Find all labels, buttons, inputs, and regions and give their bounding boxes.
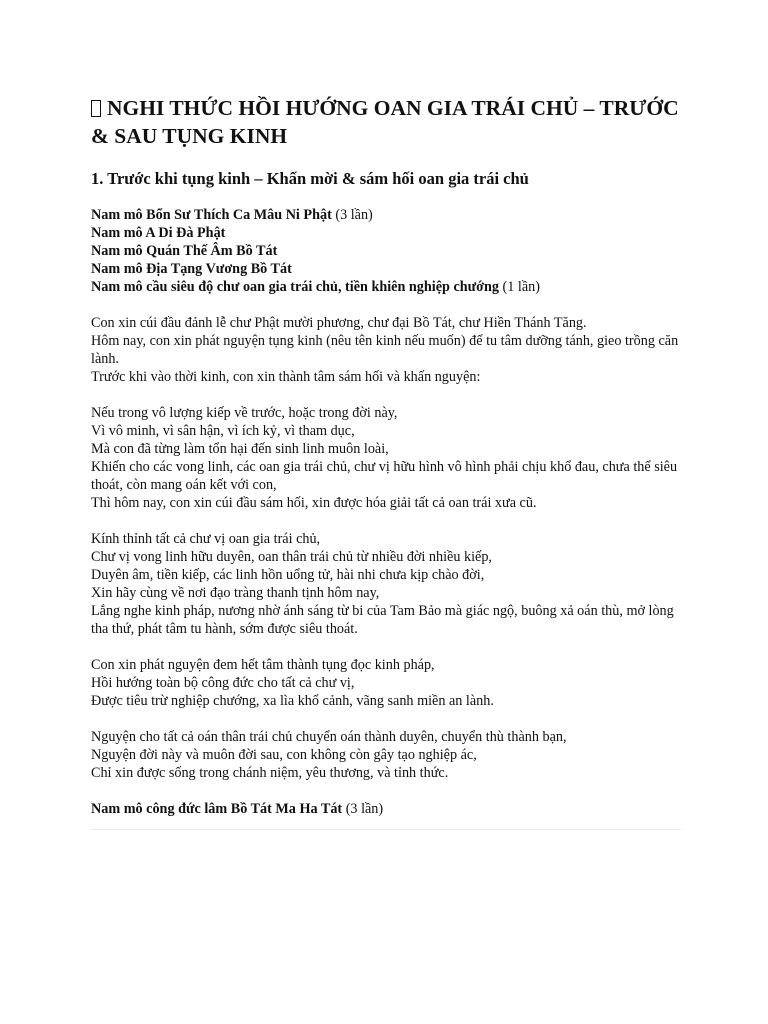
text-line: Nguyện đời này và muôn đời sau, con không còn gây tạo nghiệp ác, bbox=[91, 747, 477, 763]
invocation-line: Nam mô Bổn Sư Thích Ca Mâu Ni Phật (3 lần) bbox=[91, 207, 373, 223]
text-line: Lắng nghe kinh pháp, nương nhờ ánh sáng từ bi của Tam Bảo mà giác ngộ, buông xả oán thù, mở lòng tha thứ, phát tâm tu hành, sớm được siêu thoát. bbox=[91, 603, 674, 637]
text-line: Xin hãy cùng về nơi đạo tràng thanh tịnh hôm nay, bbox=[91, 585, 380, 601]
paragraph-opening bbox=[91, 314, 681, 386]
text-line: Con xin phát nguyện đem hết tâm thành tụng đọc kinh pháp, bbox=[91, 657, 435, 673]
invocation-line: Nam mô A Di Đà Phật bbox=[91, 225, 226, 241]
section-divider bbox=[91, 829, 681, 830]
text-line: Được tiêu trừ nghiệp chướng, xa lìa khổ cảnh, vãng sanh miền an lành. bbox=[91, 693, 494, 709]
invocation-line: Nam mô cầu siêu độ chư oan gia trái chủ, tiền khiên nghiệp chướng (1 lần) bbox=[91, 279, 540, 295]
text-line: Duyên âm, tiền kiếp, các linh hồn uổng tử, hài nhi chưa kịp chào đời, bbox=[91, 567, 485, 583]
invocation-list bbox=[91, 206, 681, 296]
text-line: Nếu trong vô lượng kiếp về trước, hoặc trong đời này, bbox=[91, 405, 398, 421]
text-line: Nguyện cho tất cả oán thân trái chủ chuyển oán thành duyên, chuyển thù thành bạn, bbox=[91, 729, 567, 745]
text-line: Mà con đã từng làm tổn hại đến sinh linh muôn loài, bbox=[91, 441, 389, 457]
text-line: Chỉ xin được sống trong chánh niệm, yêu thương, và tỉnh thức. bbox=[91, 765, 449, 781]
text-line: Khiến cho các vong linh, các oan gia trái chủ, chư vị hữu hình vô hình phải chịu khổ đau, chưa thể siêu thoát, còn mang oán kết với con, bbox=[91, 459, 678, 493]
text-line: Vì vô minh, vì sân hận, vì ích kỷ, vì tham dục, bbox=[91, 423, 355, 439]
paragraph-invitation bbox=[91, 530, 681, 638]
paragraph-aspiration bbox=[91, 728, 681, 782]
paragraph-dedication bbox=[91, 656, 681, 710]
invocation-line: Nam mô công đức lâm Bồ Tát Ma Ha Tát (3 lần) bbox=[91, 801, 384, 817]
text-line: Hồi hướng toàn bộ công đức cho tất cả chư vị, bbox=[91, 675, 355, 691]
unknown-glyph-icon bbox=[91, 100, 101, 117]
closing-invocation bbox=[91, 800, 681, 818]
text-line: Kính thỉnh tất cả chư vị oan gia trái chủ, bbox=[91, 531, 321, 547]
text-line: Hôm nay, con xin phát nguyện tụng kinh (nêu tên kinh nếu muốn) để tu tâm dưỡng tánh, gieo trồng căn lành. bbox=[91, 333, 679, 367]
invocation-line: Nam mô Quán Thế Âm Bồ Tát bbox=[91, 243, 278, 259]
page-title bbox=[91, 94, 681, 150]
section-heading: 1. Trước khi tụng kinh – Khấn mời & sám hối oan gia trái chủ bbox=[91, 169, 529, 188]
text-line: Chư vị vong linh hữu duyên, oan thân trái chủ từ nhiều đời nhiều kiếp, bbox=[91, 549, 492, 565]
text-line: Con xin cúi đầu đảnh lễ chư Phật mười phương, chư đại Bồ Tát, chư Hiền Thánh Tăng. bbox=[91, 315, 587, 331]
invocation-line: Nam mô Địa Tạng Vương Bồ Tát bbox=[91, 261, 292, 277]
text-line: Trước khi vào thời kinh, con xin thành tâm sám hối và khấn nguyện: bbox=[91, 369, 481, 385]
page-title-text: NGHI THỨC HỒI HƯỚNG OAN GIA TRÁI CHỦ – TRƯỚC & SAU TỤNG KINH bbox=[91, 96, 679, 148]
text-line: Thì hôm nay, con xin cúi đầu sám hối, xin được hóa giải tất cả oan trái xưa cũ. bbox=[91, 495, 537, 511]
paragraph-repentance bbox=[91, 404, 681, 512]
document-page bbox=[91, 94, 681, 818]
